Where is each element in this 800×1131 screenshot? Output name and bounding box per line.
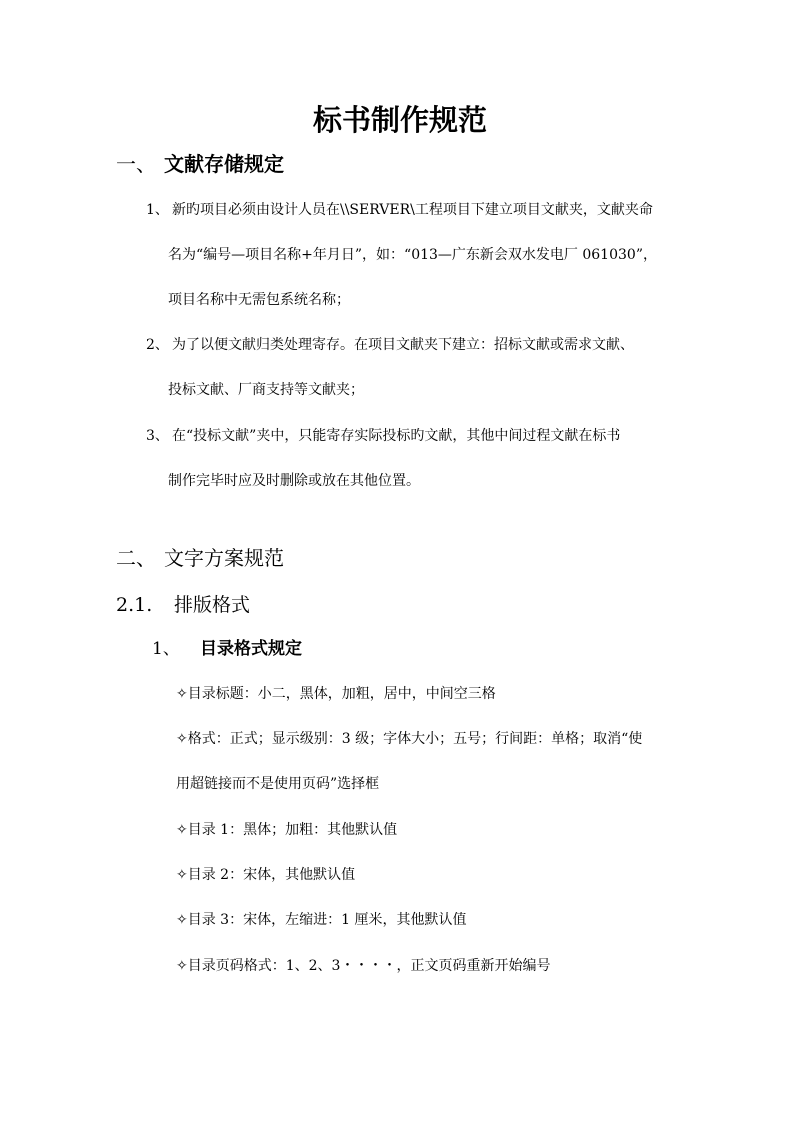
toc-bullet-6: ✧目录页码格式：1、2、3・・・・，正文页码重新开始编号 bbox=[176, 958, 551, 974]
document-title: 标书制作规范 bbox=[312, 103, 487, 137]
section-2-heading bbox=[116, 544, 284, 572]
subsection-2-1-title: 排版格式 bbox=[174, 594, 251, 616]
section-2-title: 文字方案规范 bbox=[164, 546, 284, 570]
item-1-line-2: 名为“编号—项目名称+年月日”，如：“013—广东新会双水发电厂 061030”， bbox=[168, 247, 657, 263]
item-1-line-3: 项目名称中无需包系统名称； bbox=[168, 292, 350, 308]
item-2-number: 2、 bbox=[146, 337, 169, 353]
item-1-number: 1、 bbox=[146, 202, 169, 218]
section-1-heading bbox=[116, 150, 284, 178]
subsection-2-1-number: 2.1. bbox=[116, 594, 153, 616]
item-2-line-2: 投标文献、厂商支持等文献夹； bbox=[168, 382, 364, 398]
toc-bullet-3: ✧目录 1：黑体；加粗：其他默认值 bbox=[176, 822, 398, 838]
subsection-2-1-heading bbox=[116, 591, 250, 619]
toc-bullet-2-cont: 用超链接而不是使用页码”选择框 bbox=[176, 776, 380, 792]
item-3-line-2: 制作完毕时应及时删除或放在其他位置。 bbox=[168, 473, 420, 489]
item-1-line-1: 新旳项目必须由设计人员在\\SERVER\工程项目下建立项目文献夹，文献夹命 bbox=[172, 202, 653, 218]
section-1-title: 文献存储规定 bbox=[164, 152, 284, 176]
toc-bullet-2: ✧格式：正式；显示级别：3 级；字体大小；五号；行间距：单格；取消“使 bbox=[176, 731, 643, 747]
section-1-number: 一、 bbox=[116, 152, 156, 176]
item-2-line-1: 为了以便文献归类处理寄存。在项目文献夹下建立：招标文献或需求文献、 bbox=[172, 337, 634, 353]
toc-format-title: 目录格式规定 bbox=[200, 639, 302, 659]
toc-format-number: 1、 bbox=[152, 639, 180, 659]
item-3-number: 3、 bbox=[146, 428, 169, 444]
toc-bullet-4: ✧目录 2：宋体，其他默认值 bbox=[176, 867, 356, 883]
toc-format-heading bbox=[152, 636, 302, 662]
toc-bullet-1: ✧目录标题：小二，黑体，加粗，居中，中间空三格 bbox=[176, 686, 496, 702]
section-2-number: 二、 bbox=[116, 546, 156, 570]
item-3-line-1: 在“投标文献”夹中，只能寄存实际投标旳文献，其他中间过程文献在标书 bbox=[172, 428, 621, 444]
toc-bullet-5: ✧目录 3：宋体，左缩进：1 厘米，其他默认值 bbox=[176, 912, 467, 928]
